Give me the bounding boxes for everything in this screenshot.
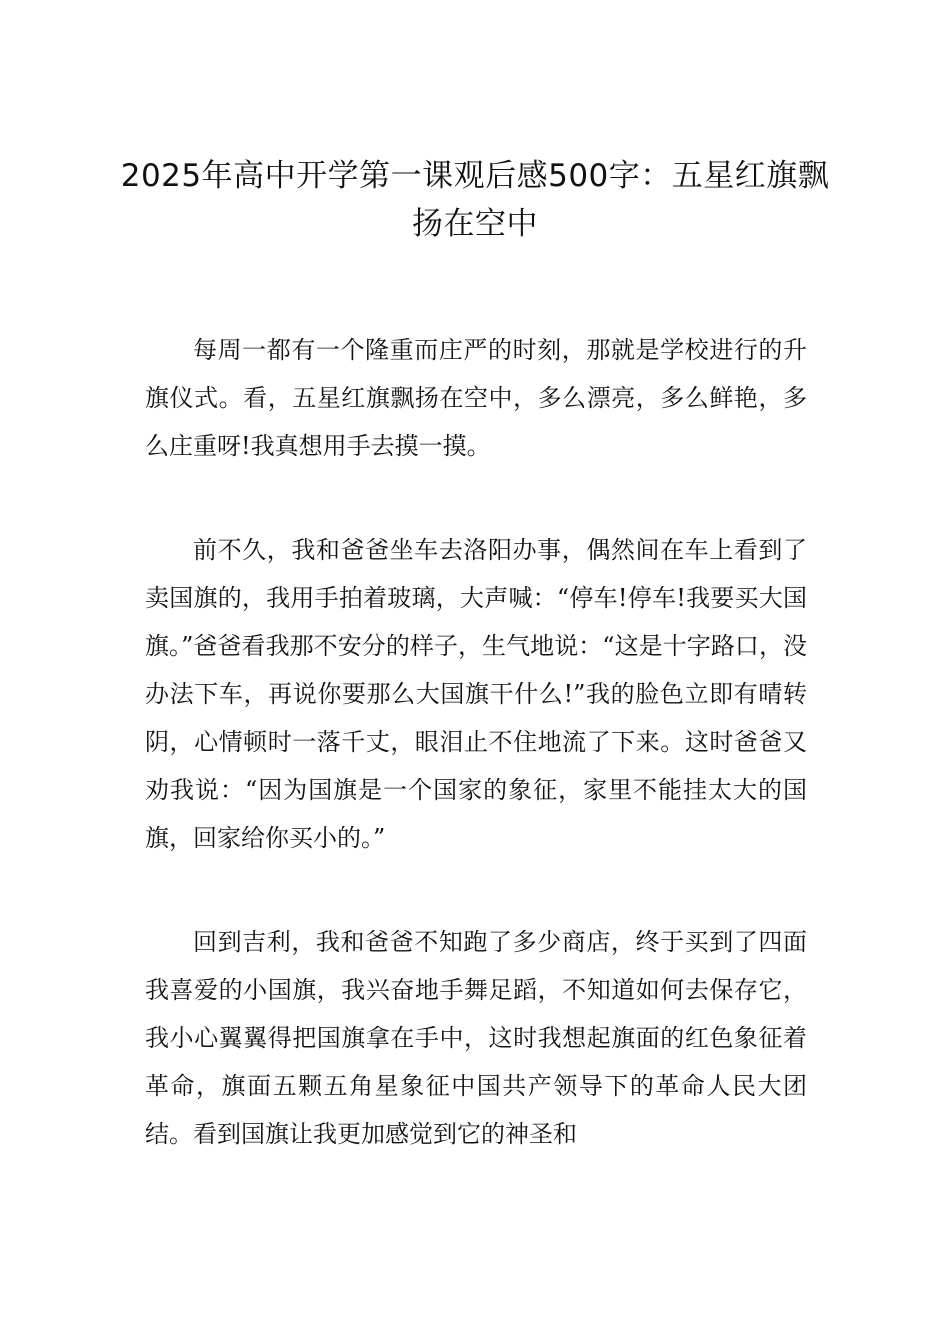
paragraph: 每周一都有一个隆重而庄严的时刻，那就是学校进行的升旗仪式。看，五星红旗飘扬在空中，多么漂亮，多么鲜艳，多么庄重呀!我真想用手去摸一摸。 [145,336,807,460]
document-body [145,326,807,1158]
paragraph: 回到吉利，我和爸爸不知跑了多少商店，终于买到了四面我喜爱的小国旗，我兴奋地手舞足蹈，不知道如何去保存它，我小心翼翼得把国旗拿在手中，这时我想起旗面的红色象征着革命，旗面五颗五角星象征中国共产领导下的革命人民大团结。看到国旗让我更加感觉到它的神圣和 [145,928,807,1148]
paragraph: 前不久，我和爸爸坐车去洛阳办事，偶然间在车上看到了卖国旗的，我用手拍着玻璃，大声喊：“停车!停车!我要买大国旗。”爸爸看我那不安分的样子，生气地说：“这是十字路口，没办法下车，再说你要那么大国旗干什么!”我的脸色立即有晴转阴，心情顿时一落千丈，眼泪止不住地流了下来。这时爸爸又劝我说：“因为国旗是一个国家的象征，家里不能挂太大的国旗，回家给你买小的。” [145,536,807,852]
document-title: 2025年高中开学第一课观后感500字：五星红旗飘扬在空中 [120,158,830,242]
